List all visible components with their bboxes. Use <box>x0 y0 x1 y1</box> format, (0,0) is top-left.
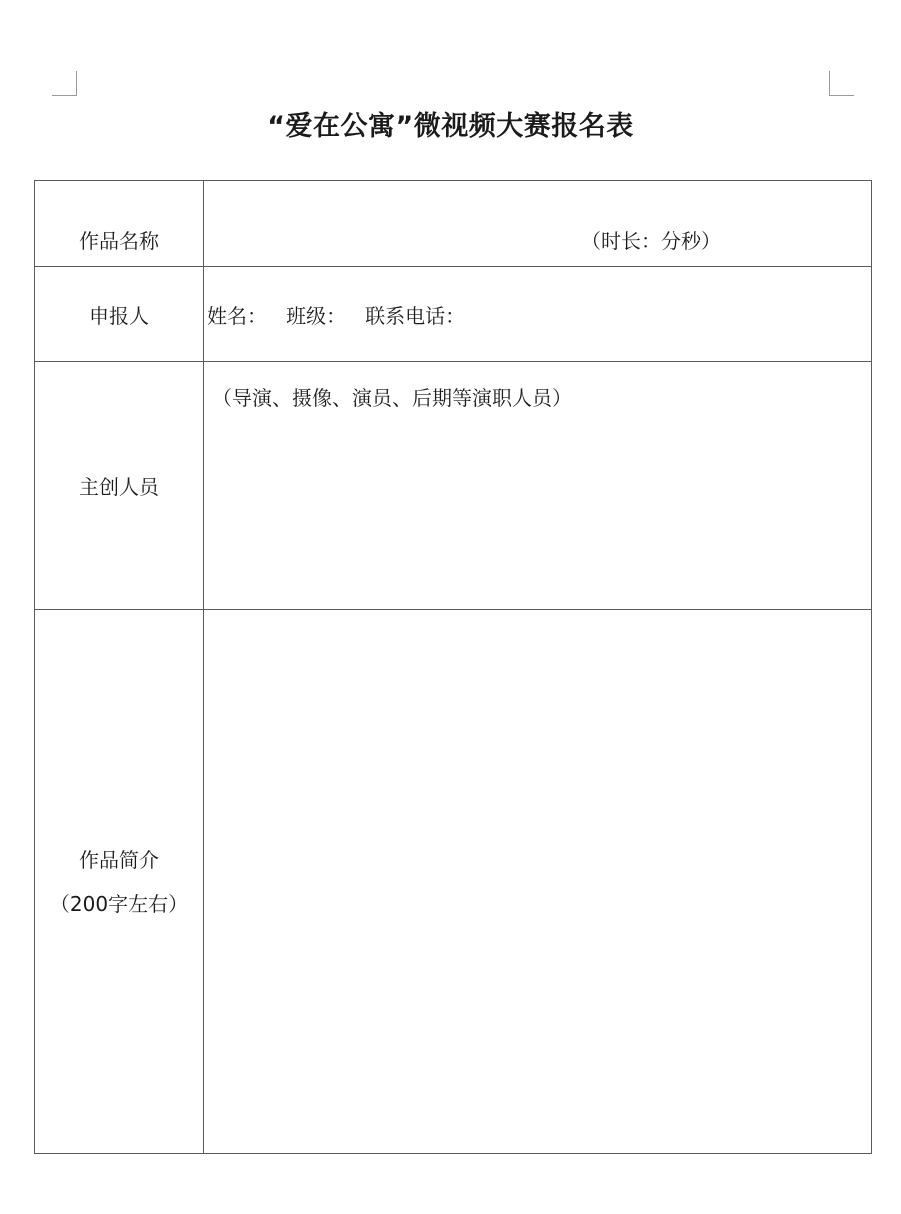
name-label: 姓名： <box>207 303 267 328</box>
creators-label: 主创人员 <box>35 362 204 610</box>
class-label: 班级： <box>286 303 347 328</box>
intro-label-cell <box>35 610 204 1154</box>
registration-form-table <box>34 180 872 1154</box>
crop-mark-top-right <box>829 71 854 96</box>
work-name-label: 作品名称 <box>35 181 204 267</box>
work-name-field[interactable] <box>204 181 872 267</box>
row-applicant <box>35 267 872 362</box>
row-intro <box>35 610 872 1154</box>
document-title: “爱在公寓”微视频大赛报名表 <box>267 111 634 142</box>
intro-label: 作品简介 <box>79 847 159 872</box>
crop-mark-top-left <box>52 71 77 96</box>
row-creators <box>35 362 872 610</box>
intro-field[interactable] <box>204 610 872 1154</box>
row-work-name <box>35 181 872 267</box>
applicant-field[interactable] <box>204 267 872 362</box>
phone-label: 联系电话： <box>365 303 466 328</box>
applicant-label: 申报人 <box>35 267 204 362</box>
creators-hint: （导演、摄像、演员、后期等演职人员） <box>212 386 572 410</box>
creators-field[interactable] <box>204 362 872 610</box>
intro-sublabel: （200字左右） <box>49 891 189 916</box>
duration-hint: （时长：分秒） <box>581 229 721 253</box>
